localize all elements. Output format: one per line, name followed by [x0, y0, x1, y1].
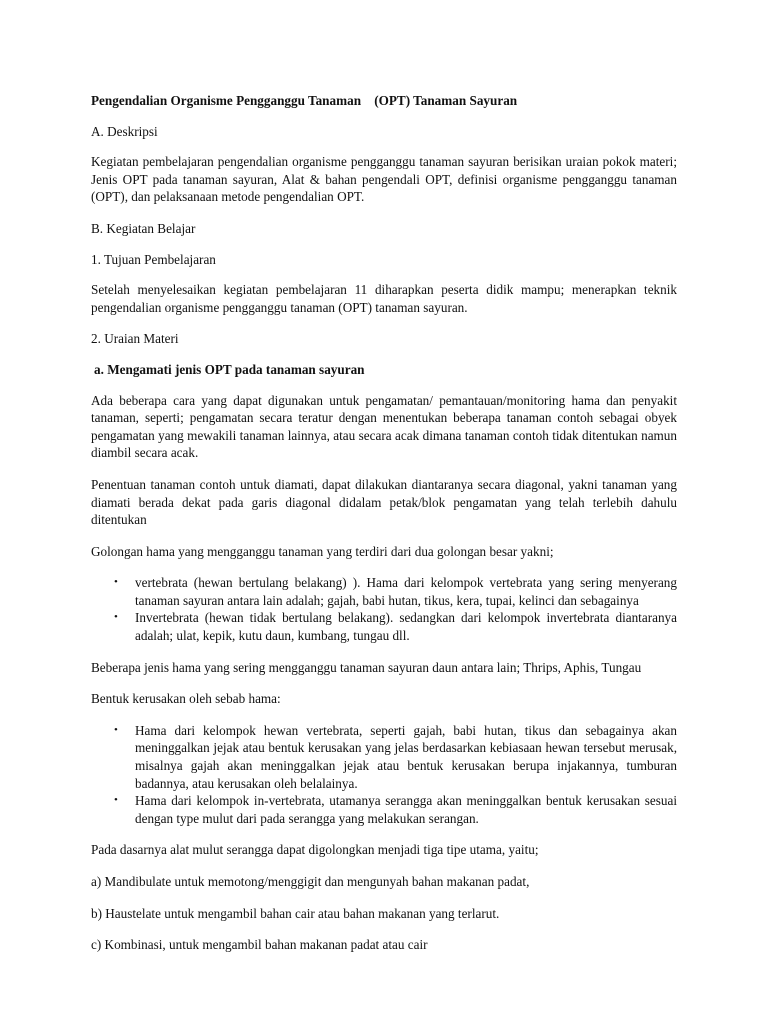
- list-item-text: vertebrata (hewan bertulang belakang) ). Hama dari kelompok vertebrata yang sering menyerang tanaman sayuran antara lain adalah; gajah, babi hutan, tikus, kera, tupai, kelinci dan sebagainya: [135, 575, 677, 608]
- document-title: Pengendalian Organisme Pengganggu Tanaman (OPT) Tanaman Sayuran: [91, 93, 518, 108]
- paragraph-diagonal: Penentuan tanaman contoh untuk diamati, dapat dilakukan diantaranya secara diagonal, yakni tanaman yang diamati berada dekat pada garis diagonal didalam petak/blok pengamatan yang telah terlebih dahulu ditentukan: [91, 476, 677, 528]
- bullet-icon: •: [114, 576, 118, 589]
- mouthpart-type-c: c) Kombinasi, untuk mengambil bahan makanan padat atau cair: [91, 937, 428, 953]
- list-item: [91, 722, 677, 792]
- mouthpart-type-a: a) Mandibulate untuk memotong/menggigit dan mengunyah bahan makanan padat,: [91, 874, 530, 889]
- subsection-2a-heading: a. Mengamati jenis OPT pada tanaman sayuran: [94, 361, 365, 377]
- section-a-text: Kegiatan pembelajaran pengendalian organisme pengganggu tanaman sayuran berisikan uraian pokok materi; Jenis OPT pada tanaman sayuran, Alat & bahan pengendali OPT, definisi organisme pengganggu tanaman (OPT), dan pelaksanaan metode pengendalian OPT.: [91, 154, 677, 205]
- damage-form-list: [91, 722, 677, 828]
- bullet-icon: •: [114, 723, 118, 736]
- bullet-icon: •: [114, 611, 118, 624]
- list-item: [91, 574, 677, 609]
- list-item-text: Hama dari kelompok hewan vertebrata, seperti gajah, babi hutan, tikus dan sebagainya akan meninggalkan jejak atau bentuk kerusakan yang jelas berdasarkan kebiasaan hewan tersebut merusak, misalnya gajah akan meninggalkan jejak atau bentuk kerusakan berupa injakannya, tumburan badannya, atau kerusakan oleh belalainya.: [135, 722, 677, 791]
- list-item-text: Invertebrata (hewan tidak bertulang belakang). sedangkan dari kelompok invertebrata diantaranya adalah; ulat, kepik, kutu daun, kumbang, tungau dll.: [135, 610, 677, 644]
- section-b-heading: B. Kegiatan Belajar: [91, 220, 196, 236]
- pest-group-list: [91, 574, 677, 644]
- subsection-2-heading: 2. Uraian Materi: [91, 331, 179, 347]
- paragraph-damage-forms: Bentuk kerusakan oleh sebab hama:: [91, 691, 281, 707]
- section-a-heading: A. Deskripsi: [91, 123, 158, 139]
- mouthpart-type-b: b) Haustelate untuk mengambil bahan cair atau bahan makanan yang terlarut.: [91, 905, 500, 921]
- paragraph-pest-groups: Golongan hama yang mengganggu tanaman yang terdiri dari dua golongan besar yakni;: [91, 543, 554, 559]
- subsection-1-heading: 1. Tujuan Pembelajaran: [91, 251, 216, 267]
- list-item-text: Hama dari kelompok in-vertebrata, utamanya serangga akan meninggalkan bentuk kerusakan sesuai dengan type mulut dari pada serangga yang melakukan serangan.: [135, 793, 677, 826]
- document-page: [91, 92, 677, 968]
- paragraph-monitoring: Ada beberapa cara yang dapat digunakan untuk pengamatan/ pemantauan/monitoring hama dan penyakit tanaman, seperti; pengamatan secara teratur dengan menentukan beberapa tanaman contoh sebagai obyek pengamatan yang mewakili tanaman lainnya, atau secara acak dimana tanaman contoh tidak ditentukan namun diambil secara acak.: [91, 392, 677, 461]
- list-item: [91, 792, 677, 827]
- subsection-1-text: Setelah menyelesaikan kegiatan pembelajaran 11 diharapkan peserta didik mampu; menerapkan teknik pengendalian organisme pengganggu tanaman (OPT) tanaman sayuran.: [91, 282, 677, 315]
- paragraph-mouthparts: Pada dasarnya alat mulut serangga dapat digolongkan menjadi tiga tipe utama, yaitu;: [91, 842, 539, 858]
- list-item: [91, 609, 677, 644]
- bullet-icon: •: [114, 794, 118, 807]
- paragraph-leaf-pests: Beberapa jenis hama yang sering mengganggu tanaman sayuran daun antara lain; Thrips, Aphis, Tungau: [91, 659, 642, 675]
